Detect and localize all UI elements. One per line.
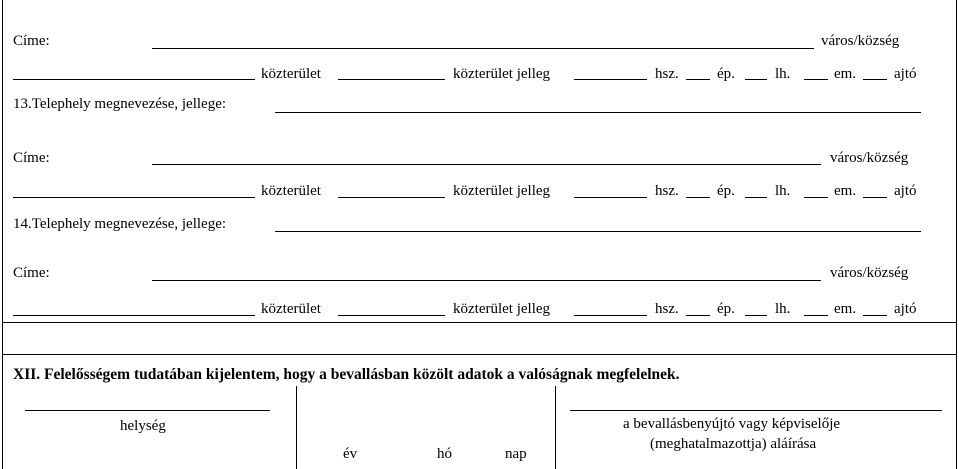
ajto-label: ajtó <box>894 66 917 82</box>
ep-label: ép. <box>717 301 735 317</box>
lh-field[interactable] <box>745 315 767 316</box>
signature-field[interactable] <box>570 410 942 411</box>
ajto-field[interactable] <box>863 197 887 198</box>
hsz-label: hsz. <box>655 66 679 82</box>
kozterulet-jelleg-field[interactable] <box>338 315 445 316</box>
form-right-border <box>956 0 957 469</box>
telephely-13-field[interactable] <box>275 112 921 113</box>
kozterulet-jelleg-label: közterület jelleg <box>453 301 551 317</box>
cime-label: Címe: <box>13 150 50 166</box>
kozterulet-jelleg-label: közterület jelleg <box>453 66 551 82</box>
date-box-left <box>296 386 297 469</box>
kozterulet-jelleg-label: közterület jelleg <box>453 183 551 199</box>
cime-label: Címe: <box>13 265 50 281</box>
ep-label: ép. <box>717 66 735 82</box>
em-field[interactable] <box>804 79 828 80</box>
ajto-field[interactable] <box>863 79 887 80</box>
kozterulet-label: közterület <box>261 66 321 82</box>
ajto-label: ajtó <box>894 301 917 317</box>
declaration-text: XII. Felelősségem tudatában kijelentem, hogy a bevallásban közölt adatok a valóságnak megfelelnek. <box>13 366 680 383</box>
form-left-border <box>2 0 3 469</box>
hsz-field[interactable] <box>574 197 647 198</box>
em-label: em. <box>834 183 857 199</box>
hsz-field[interactable] <box>574 315 647 316</box>
hsz-label: hsz. <box>655 301 679 317</box>
ev-label: év <box>343 446 358 462</box>
kozterulet-field[interactable] <box>13 79 255 80</box>
lh-label: lh. <box>775 301 791 317</box>
signer-line-1: a bevallásbenyújtó vagy képviselője <box>623 416 841 432</box>
hsz-label: hsz. <box>655 183 679 199</box>
section-divider <box>2 354 957 355</box>
telephely-14-field[interactable] <box>275 231 921 232</box>
ep-field[interactable] <box>686 315 710 316</box>
kozterulet-label: közterület <box>261 183 321 199</box>
lh-field[interactable] <box>745 197 767 198</box>
lh-label: lh. <box>775 183 791 199</box>
section-14-title: 14.Telephely megnevezése, jellege: <box>13 216 227 232</box>
helyseg-label: helység <box>120 418 166 434</box>
nap-label: nap <box>505 446 527 462</box>
ajto-label: ajtó <box>894 183 917 199</box>
kozterulet-field[interactable] <box>13 315 255 316</box>
varos-field[interactable] <box>152 280 821 281</box>
cime-label: Címe: <box>13 33 50 49</box>
varos-label: város/község <box>830 265 909 281</box>
ep-field[interactable] <box>686 79 710 80</box>
varos-label: város/község <box>821 33 900 49</box>
date-box-right <box>555 386 556 469</box>
helyseg-field[interactable] <box>25 410 270 411</box>
varos-field[interactable] <box>152 48 814 49</box>
em-field[interactable] <box>804 315 828 316</box>
ep-field[interactable] <box>686 197 710 198</box>
ho-label: hó <box>437 446 452 462</box>
lh-label: lh. <box>775 66 791 82</box>
kozterulet-jelleg-field[interactable] <box>338 79 445 80</box>
kozterulet-field[interactable] <box>13 197 255 198</box>
lh-field[interactable] <box>745 79 767 80</box>
signer-line-2: (meghatalmazottja) aláírása <box>650 436 817 452</box>
ep-label: ép. <box>717 183 735 199</box>
ajto-field[interactable] <box>863 315 887 316</box>
em-label: em. <box>834 66 857 82</box>
kozterulet-jelleg-field[interactable] <box>338 197 445 198</box>
em-field[interactable] <box>804 197 828 198</box>
section-divider <box>2 322 957 323</box>
section-13-title: 13.Telephely megnevezése, jellege: <box>13 96 227 112</box>
varos-field[interactable] <box>152 164 821 165</box>
em-label: em. <box>834 301 857 317</box>
hsz-field[interactable] <box>574 79 647 80</box>
kozterulet-label: közterület <box>261 301 321 317</box>
varos-label: város/község <box>830 150 909 166</box>
